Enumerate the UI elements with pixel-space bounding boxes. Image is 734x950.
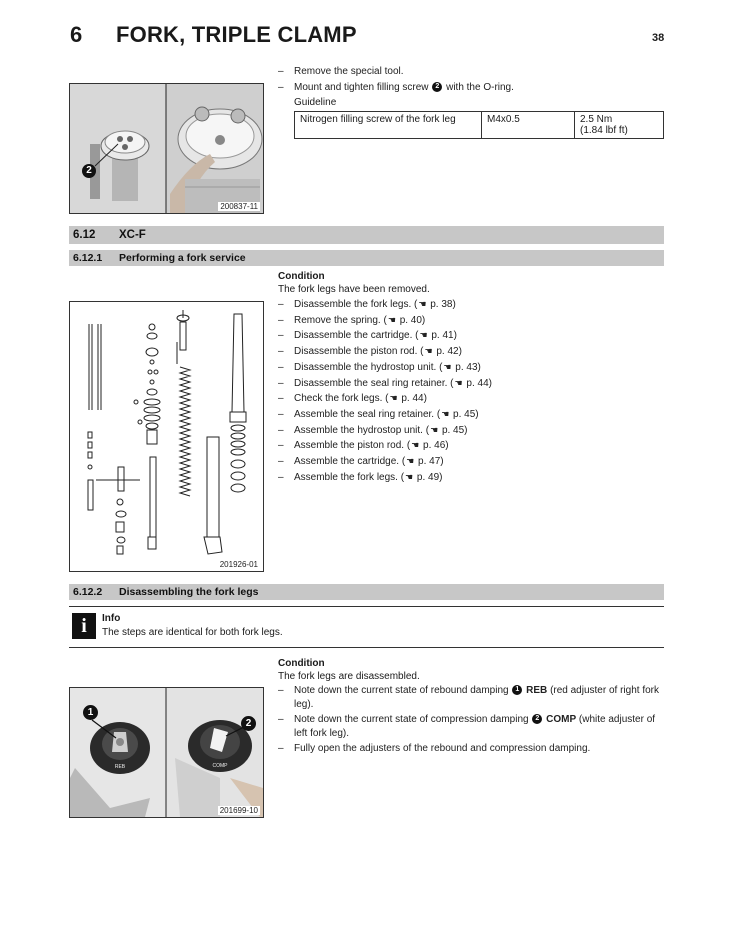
service-step: – Disassemble the piston rod. (☚ p. 42) — [278, 344, 668, 360]
service-step: – Remove the spring. (☚ p. 40) — [278, 313, 668, 329]
adjuster-photo — [70, 688, 263, 817]
page-reference-icon: ☚ — [454, 377, 463, 388]
fork-exploded-drawing — [70, 302, 263, 571]
page-reference-icon: ☚ — [443, 361, 452, 372]
info-icon: i — [72, 613, 96, 639]
condition-text: The fork legs are disassembled. — [278, 671, 420, 682]
section-heading: 6.12 XC-F — [69, 226, 664, 244]
info-box — [69, 606, 664, 648]
condition-label: Condition — [278, 271, 325, 282]
service-step: – Assemble the fork legs. (☚ p. 49) — [278, 470, 668, 486]
page-link[interactable]: p. 47) — [418, 456, 444, 468]
disassemble-step: – Fully open the adjusters of the rebound and compression damping. — [278, 742, 663, 756]
page-link[interactable]: p. 42) — [436, 346, 462, 358]
condition-text: The fork legs have been removed. — [278, 284, 430, 295]
service-step: – Disassemble the cartridge. (☚ p. 41) — [278, 328, 668, 344]
callout-2: 2 — [532, 714, 542, 724]
disassemble-step: – Note down the current state of compression damping 2 COMP (white adjuster of left fork leg). — [278, 713, 663, 741]
guideline-label: Guideline — [294, 97, 337, 108]
table-cell-torque: 2.5 Nm (1.84 lbf ft) — [575, 112, 664, 139]
filling-screw-figure — [69, 83, 264, 214]
figure-id: 201926-01 — [219, 560, 258, 569]
fork-exploded-figure — [69, 301, 264, 572]
filling-screw-photo — [70, 84, 263, 213]
page-reference-icon: ☚ — [430, 424, 439, 435]
step-item: – Remove the special tool. — [278, 64, 668, 80]
service-step: – Assemble the seal ring retainer. (☚ p. 45) — [278, 407, 668, 423]
figure-callout-1: 1 — [83, 705, 98, 720]
page-link[interactable]: p. 44) — [401, 393, 427, 405]
page-link[interactable]: p. 45) — [441, 424, 468, 436]
page-link[interactable]: p. 40) — [399, 314, 426, 326]
disassemble-step: – Note down the current state of rebound damping 1 REB (red adjuster of right fork leg). — [278, 684, 663, 712]
info-label: Info — [102, 613, 121, 624]
page-link[interactable]: p. 38) — [430, 299, 456, 310]
figure-id: 201699-10 — [219, 806, 258, 815]
callout-1: 1 — [512, 685, 522, 695]
page-reference-icon: ☚ — [411, 440, 420, 451]
condition-label: Condition — [278, 658, 325, 669]
service-step: – Assemble the piston rod. (☚ p. 46) — [278, 438, 668, 454]
page-reference-icon: ☚ — [406, 456, 415, 467]
service-step: – Disassemble the hydrostop unit. (☚ p. 43) — [278, 360, 668, 376]
service-step: – Disassemble the fork legs. (☚ p. 38) — [278, 297, 668, 313]
callout-2: 2 — [432, 82, 442, 92]
page-reference-icon: ☚ — [418, 299, 427, 309]
page-reference-icon: ☚ — [405, 471, 414, 482]
service-step: – Disassemble the seal ring retainer. (☚ p. 44) — [278, 376, 668, 392]
guideline-table — [294, 111, 664, 139]
info-text: The steps are identical for both fork legs. — [102, 627, 283, 638]
page-number: 38 — [652, 32, 665, 44]
adjuster-label-comp: COMP — [212, 763, 228, 769]
figure-id: 200837-11 — [220, 202, 258, 211]
figure-callout-2: 2 — [82, 164, 96, 178]
top-step-list — [278, 64, 668, 95]
page-reference-icon: ☚ — [419, 330, 428, 341]
page-reference-icon: ☚ — [389, 393, 398, 404]
page-link[interactable]: p. 44) — [466, 377, 492, 389]
service-step-list — [278, 297, 668, 485]
figure-callout-2: 2 — [241, 716, 256, 731]
service-step: – Assemble the cartridge. (☚ p. 47) — [278, 454, 668, 470]
chapter-title: FORK, TRIPLE CLAMP — [116, 22, 357, 47]
page-reference-icon: ☚ — [441, 408, 450, 419]
service-step: – Check the fork legs. (☚ p. 44) — [278, 391, 668, 407]
page-reference-icon: ☚ — [424, 346, 433, 357]
step-item: – Mount and tighten filling screw 2 with the O-ring. — [278, 80, 668, 96]
adjuster-figure — [69, 687, 264, 818]
subsection-heading-disassemble: 6.12.2 Disassembling the fork legs — [69, 584, 664, 600]
service-step: – Assemble the hydrostop unit. (☚ p. 45) — [278, 423, 668, 439]
page-link[interactable]: p. 43) — [455, 361, 481, 373]
adjuster-label-reb: REB — [114, 764, 126, 770]
page-reference-icon: ☚ — [387, 314, 396, 325]
page-link[interactable]: p. 49) — [416, 471, 443, 483]
disassemble-step-list — [278, 684, 663, 756]
table-cell-thread: M4x0.5 — [482, 112, 575, 139]
subsection-heading-service: 6.12.1 Performing a fork service — [69, 250, 664, 266]
table-row — [295, 112, 664, 139]
page-link[interactable]: p. 45) — [453, 408, 479, 420]
page-link[interactable]: p. 46) — [423, 440, 449, 452]
table-cell-name: Nitrogen filling screw of the fork leg — [295, 112, 482, 139]
page-link[interactable]: p. 41) — [431, 330, 457, 342]
chapter-number: 6 — [70, 22, 83, 47]
